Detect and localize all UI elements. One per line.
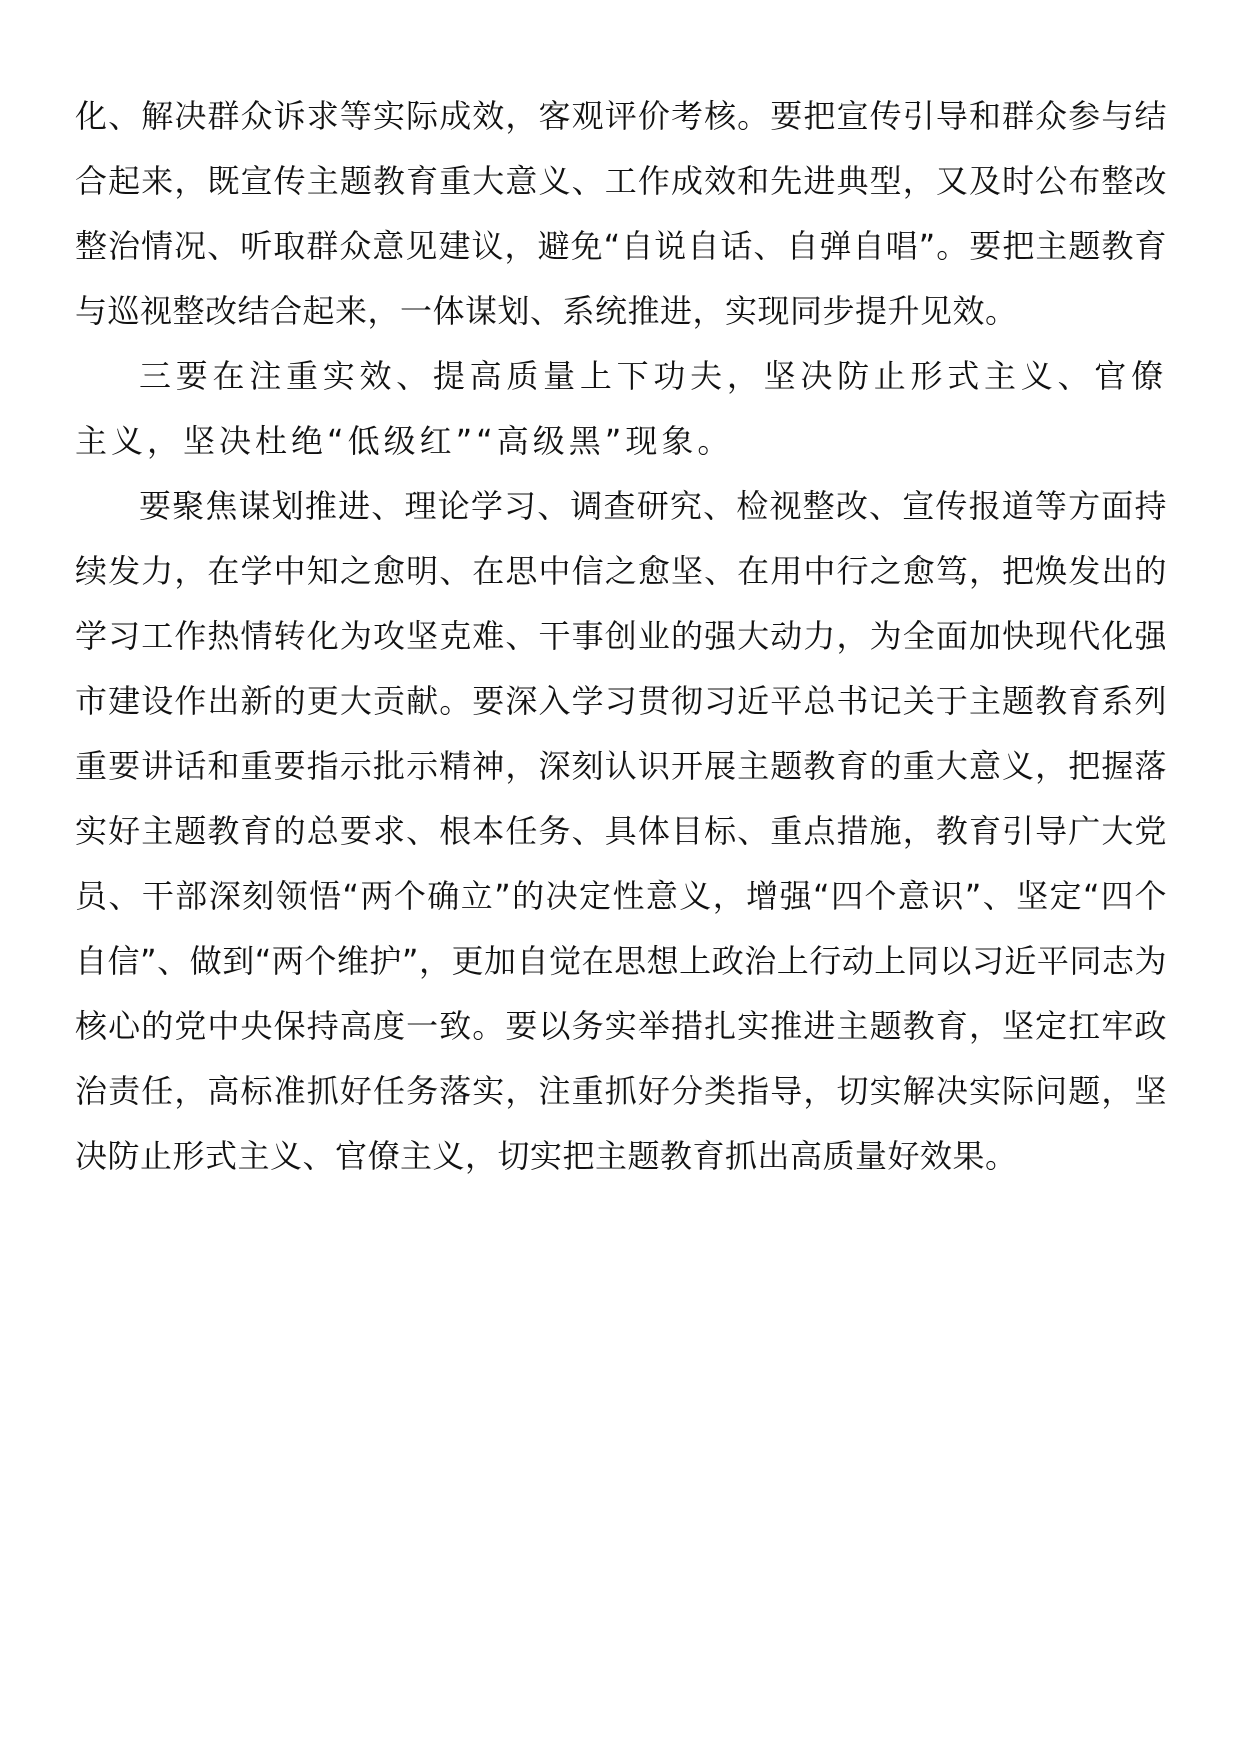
- paragraph-body: 要聚焦谋划推进、理论学习、调查研究、检视整改、宣传报道等方面持续发力，在学中知之愈明、在思中信之愈坚、在用中行之愈笃，把焕发出的学习工作热情转化为攻坚克难、干事创业的强大动力，为全面加快现代化强市建设作出新的更大贡献。要深入学习贯彻习近平总书记关于主题教育系列重要讲话和重要指示批示精神，深刻认识开展主题教育的重大意义，把握落实好主题教育的总要求、根本任务、具体目标、重点措施，教育引导广大党员、干部深刻领悟“两个确立”的决定性意义，增强“四个意识”、坚定“四个自信”、做到“两个维护”，更加自觉在思想上政治上行动上同以习近平同志为核心的党中央保持高度一致。要以务实举措扎实推进主题教育，坚定扛牢政治责任，高标准抓好任务落实，注重抓好分类指导，切实解决实际问题，坚决防止形式主义、官僚主义，切实把主题教育抓出高质量好效果。: [75, 487, 1167, 1175]
- document-body: [75, 84, 1167, 1189]
- paragraph-continuation: 化、解决群众诉求等实际成效，客观评价考核。要把宣传引导和群众参与结合起来，既宣传主题教育重大意义、工作成效和先进典型，又及时公布整改整治情况、听取群众意见建议，避免“自说自话、自弹自唱”。要把主题教育与巡视整改结合起来，一体谋划、系统推进，实现同步提升见效。: [75, 97, 1167, 330]
- paragraph-point-three: 三要在注重实效、提高质量上下功夫，坚决防止形式主义、官僚主义，坚决杜绝“低级红”“高级黑”现象。: [75, 357, 1167, 460]
